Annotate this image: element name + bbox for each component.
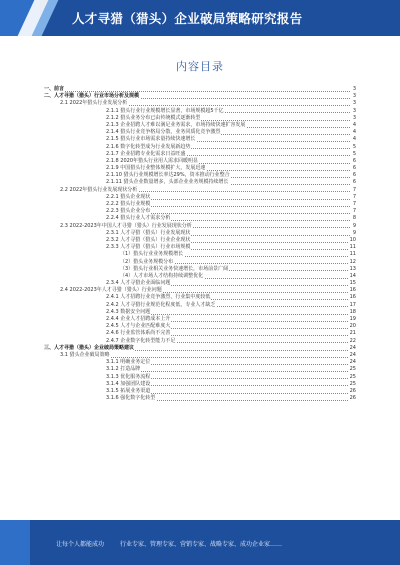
toc-entry[interactable]	[44, 359, 356, 366]
toc-entry-page: 7	[352, 193, 356, 200]
toc-entry-page: 21	[349, 330, 356, 337]
toc-entry-title: 3.1.2 打造品牌	[106, 366, 141, 373]
toc-entry-title: 2.2.3 猎头企业分布	[106, 208, 151, 215]
toc-entry[interactable]	[44, 381, 356, 388]
toc-entry-page: 18	[349, 308, 356, 315]
toc-entry-page: 22	[349, 337, 356, 344]
toc-entry[interactable]	[44, 251, 356, 258]
toc-entry[interactable]	[44, 230, 356, 237]
footer-accent	[0, 520, 30, 565]
toc-entry-page: 10	[349, 236, 356, 243]
toc-entry-title: （1）猎头行业业务规模增长	[120, 251, 184, 258]
toc-entry[interactable]	[44, 201, 356, 208]
toc-entry-page: 9	[352, 222, 356, 229]
toc-entry[interactable]	[44, 208, 356, 215]
toc-entry-title: （4）人才市场人才结构持续调整优化	[120, 272, 204, 279]
toc-entry-page: 4	[352, 129, 356, 136]
toc-entry-page: 24	[349, 344, 356, 351]
toc-entry-title: 2.4 2022-2023年人才寻猎（猎头）行业问题	[60, 287, 162, 294]
toc-entry-page: 26	[349, 395, 356, 402]
toc-entry[interactable]	[44, 244, 356, 251]
toc-entry-page: 5	[352, 150, 356, 157]
toc-entry-title: 2.4.1 人才招聘行业竞争激烈，行业集中度较低	[106, 294, 211, 301]
toc-entry-page: 24	[349, 359, 356, 366]
toc-entry[interactable]	[44, 309, 356, 316]
toc-entry-page: 20	[349, 323, 356, 330]
toc-entry-title: 2.3 2022-2023年中国人才寻猎（猎头）行业发展现状分析	[60, 222, 192, 229]
toc-entry-page: 3	[352, 114, 356, 121]
toc-entry-page: 26	[349, 387, 356, 394]
toc-entry-page: 7	[352, 208, 356, 215]
toc-entry[interactable]	[44, 100, 356, 107]
toc-entry-title: 2.1 2022年猎头行业发展分析	[60, 100, 128, 107]
toc-entry-title: 二、人才寻猎（猎头）行业市场分析及规模	[44, 93, 140, 100]
toc-leader-dots	[106, 371, 350, 372]
toc-entry-page: 12	[349, 258, 356, 265]
toc-entry-page: 25	[349, 373, 356, 380]
toc-entry-page: 13	[349, 265, 356, 272]
toc-entry[interactable]	[44, 187, 356, 194]
footer-bar	[0, 520, 400, 565]
toc-entry-title: 2.2 2022年猎头行业发展现状分析	[60, 186, 138, 193]
toc-entry-title: 3.1.1 明确业务定位	[106, 359, 151, 366]
toc-entry-page: 6	[352, 179, 356, 186]
toc-entry[interactable]	[44, 136, 356, 143]
toc-entry[interactable]	[44, 108, 356, 115]
toc-entry-title: 2.2.1 猎头企业现状	[106, 193, 151, 200]
toc-entry-title: 2.1.8 2020年猎头行业用人需求回暖明显	[106, 157, 199, 164]
toc-entry-title: （2）猎头业务规模分布	[120, 258, 174, 265]
toc-entry-title: 2.4.7 企业数字化转型能力不足	[106, 337, 176, 344]
toc-entry-page: 5	[352, 143, 356, 150]
toc-entry-page: 3	[352, 100, 356, 107]
toc-entry[interactable]	[44, 259, 356, 266]
toc-entry-title: 3.1.3 优化服务流程	[106, 373, 151, 380]
toc-entry-page: 16	[349, 287, 356, 294]
toc-entry[interactable]	[44, 338, 356, 345]
toc-entry-title: 2.3.3 人才寻猎（猎头）行业市场规模	[106, 244, 191, 251]
toc-entry-title: 2.1.10 猎头行业规模增长率达29%，资本推动行业整合	[106, 172, 230, 179]
toc-entry-title: 2.3.4 人才寻猎企业面临问题	[106, 280, 171, 287]
toc-entry-page: 24	[349, 351, 356, 358]
table-of-contents	[44, 86, 356, 402]
toc-entry-title: 2.1.3 企业招聘人才难以满足业务需求，市场持续快速扩容发展	[106, 121, 246, 128]
toc-entry-page: 4	[352, 136, 356, 143]
toc-entry[interactable]	[44, 302, 356, 309]
toc-entry-title: 2.1.11 猎头企业数量增多，头部企业业务规模持续增长	[106, 179, 229, 186]
toc-entry-page: 3	[352, 86, 356, 92]
toc-entry-title: 2.1.2 猎头业务分布已由传统模式逐渐转型	[106, 114, 201, 121]
toc-entry-page: 16	[349, 294, 356, 301]
toc-entry-page: 7	[352, 186, 356, 193]
toc-heading: 内容目录	[176, 60, 224, 73]
footer-tagline: 行业专家、管理专家、营销专家、战略专家、成功企业家……	[120, 541, 283, 548]
toc-entry[interactable]	[44, 374, 356, 381]
toc-entry-page: 25	[349, 380, 356, 387]
toc-entry[interactable]	[44, 223, 356, 230]
toc-entry-page: 19	[349, 316, 356, 322]
toc-entry[interactable]	[44, 323, 356, 330]
toc-entry-page: 6	[352, 172, 356, 179]
toc-entry-title: 2.2.4 猎头行业人才需求分析	[106, 215, 171, 222]
toc-entry[interactable]	[44, 144, 356, 151]
toc-entry[interactable]	[44, 151, 356, 158]
toc-entry[interactable]	[44, 179, 356, 186]
toc-entry[interactable]	[44, 366, 356, 373]
toc-entry-title: 三、人才寻猎（猎头）企业破局策略建议	[44, 344, 135, 351]
toc-entry-title: 2.1.1 猎头行业行业规模增长显著，市场规模超5千亿	[106, 107, 224, 114]
toc-entry-page: 14	[349, 272, 356, 279]
toc-entry[interactable]	[44, 158, 356, 165]
toc-entry[interactable]	[44, 266, 356, 273]
toc-entry-page: 6	[352, 165, 356, 172]
toc-entry-title: 3.1.6 强化数字化转型	[106, 395, 156, 402]
toc-entry-title: （3）猎头行业相关业务快速增长，市场前景广阔	[120, 265, 229, 272]
toc-entry-title: 2.4.4 企业人才招聘成本上升	[106, 316, 171, 322]
toc-entry-title: 2.4.5 人才与企业匹配难度大	[106, 323, 171, 330]
toc-entry[interactable]	[44, 395, 356, 402]
toc-entry-page: 3	[352, 107, 356, 114]
toc-entry-page: 6	[352, 157, 356, 164]
toc-entry[interactable]	[44, 194, 356, 201]
toc-entry-title: 2.3.2 人才寻猎（猎头）行业企业现状	[106, 236, 191, 243]
header-bar	[0, 0, 400, 36]
toc-entry-page: 9	[352, 229, 356, 236]
toc-entry-title: 3.1.5 拓展业务渠道	[106, 387, 151, 394]
toc-entry[interactable]	[44, 294, 356, 301]
toc-entry[interactable]	[44, 215, 356, 222]
toc-leader-dots	[44, 91, 350, 92]
toc-entry-title: 2.4.3 数据安全问题	[106, 308, 151, 315]
toc-entry-page: 25	[349, 366, 356, 373]
footer-slogan: 让每个人都能成功	[56, 541, 105, 548]
toc-entry-page: 11	[349, 244, 356, 251]
toc-entry[interactable]	[44, 115, 356, 122]
toc-entry-title: 2.1.5 猎头行业市场需求量持续快速增长	[106, 136, 196, 143]
toc-entry[interactable]	[44, 388, 356, 395]
toc-entry-title: 2.1.6 数字化转型成为行业发展新趋势	[106, 143, 191, 150]
report-title: 人才寻猎（猎头）企业破局策略研究报告	[72, 11, 303, 26]
toc-entry-page: 15	[349, 280, 356, 287]
toc-entry-title: 3.1 猎头企业破局策略	[60, 351, 110, 358]
toc-entry-page: 4	[352, 121, 356, 128]
toc-entry-title: 2.4.2 人才寻猎行业规范化程度低，专业人才缺乏	[106, 301, 216, 308]
toc-entry[interactable]	[44, 345, 356, 352]
toc-entry[interactable]	[44, 237, 356, 244]
toc-entry-page: 17	[349, 301, 356, 308]
toc-entry-page: 8	[352, 215, 356, 222]
toc-entry-title: 2.1.4 猎头行业竞争格局分散，业务同质化竞争激烈	[106, 129, 221, 136]
toc-entry-page: 11	[349, 251, 356, 258]
toc-entry-title: 2.3.1 人才寻猎（猎头）行业发展现状	[106, 229, 191, 236]
toc-entry-title: 2.1.9 中国猎头行业整体规模扩大，发展迅速	[106, 165, 206, 172]
toc-entry[interactable]	[44, 352, 356, 359]
toc-entry-title: 2.2.2 猎头行业规模	[106, 201, 151, 207]
toc-entry-title: 2.4.6 行业监管体系尚不完善	[106, 330, 171, 337]
toc-entry-title: 一、前言	[44, 86, 65, 92]
toc-entry-page: 7	[352, 201, 356, 207]
toc-entry[interactable]	[44, 273, 356, 280]
toc-entry-title: 2.1.7 企业招聘专业化需求日益旺盛	[106, 150, 186, 157]
toc-entry[interactable]	[44, 330, 356, 337]
toc-entry-page: 3	[352, 93, 356, 100]
toc-entry[interactable]	[44, 316, 356, 323]
toc-entry[interactable]	[44, 129, 356, 136]
toc-entry-title: 3.1.4 加强团队建设	[106, 380, 151, 387]
